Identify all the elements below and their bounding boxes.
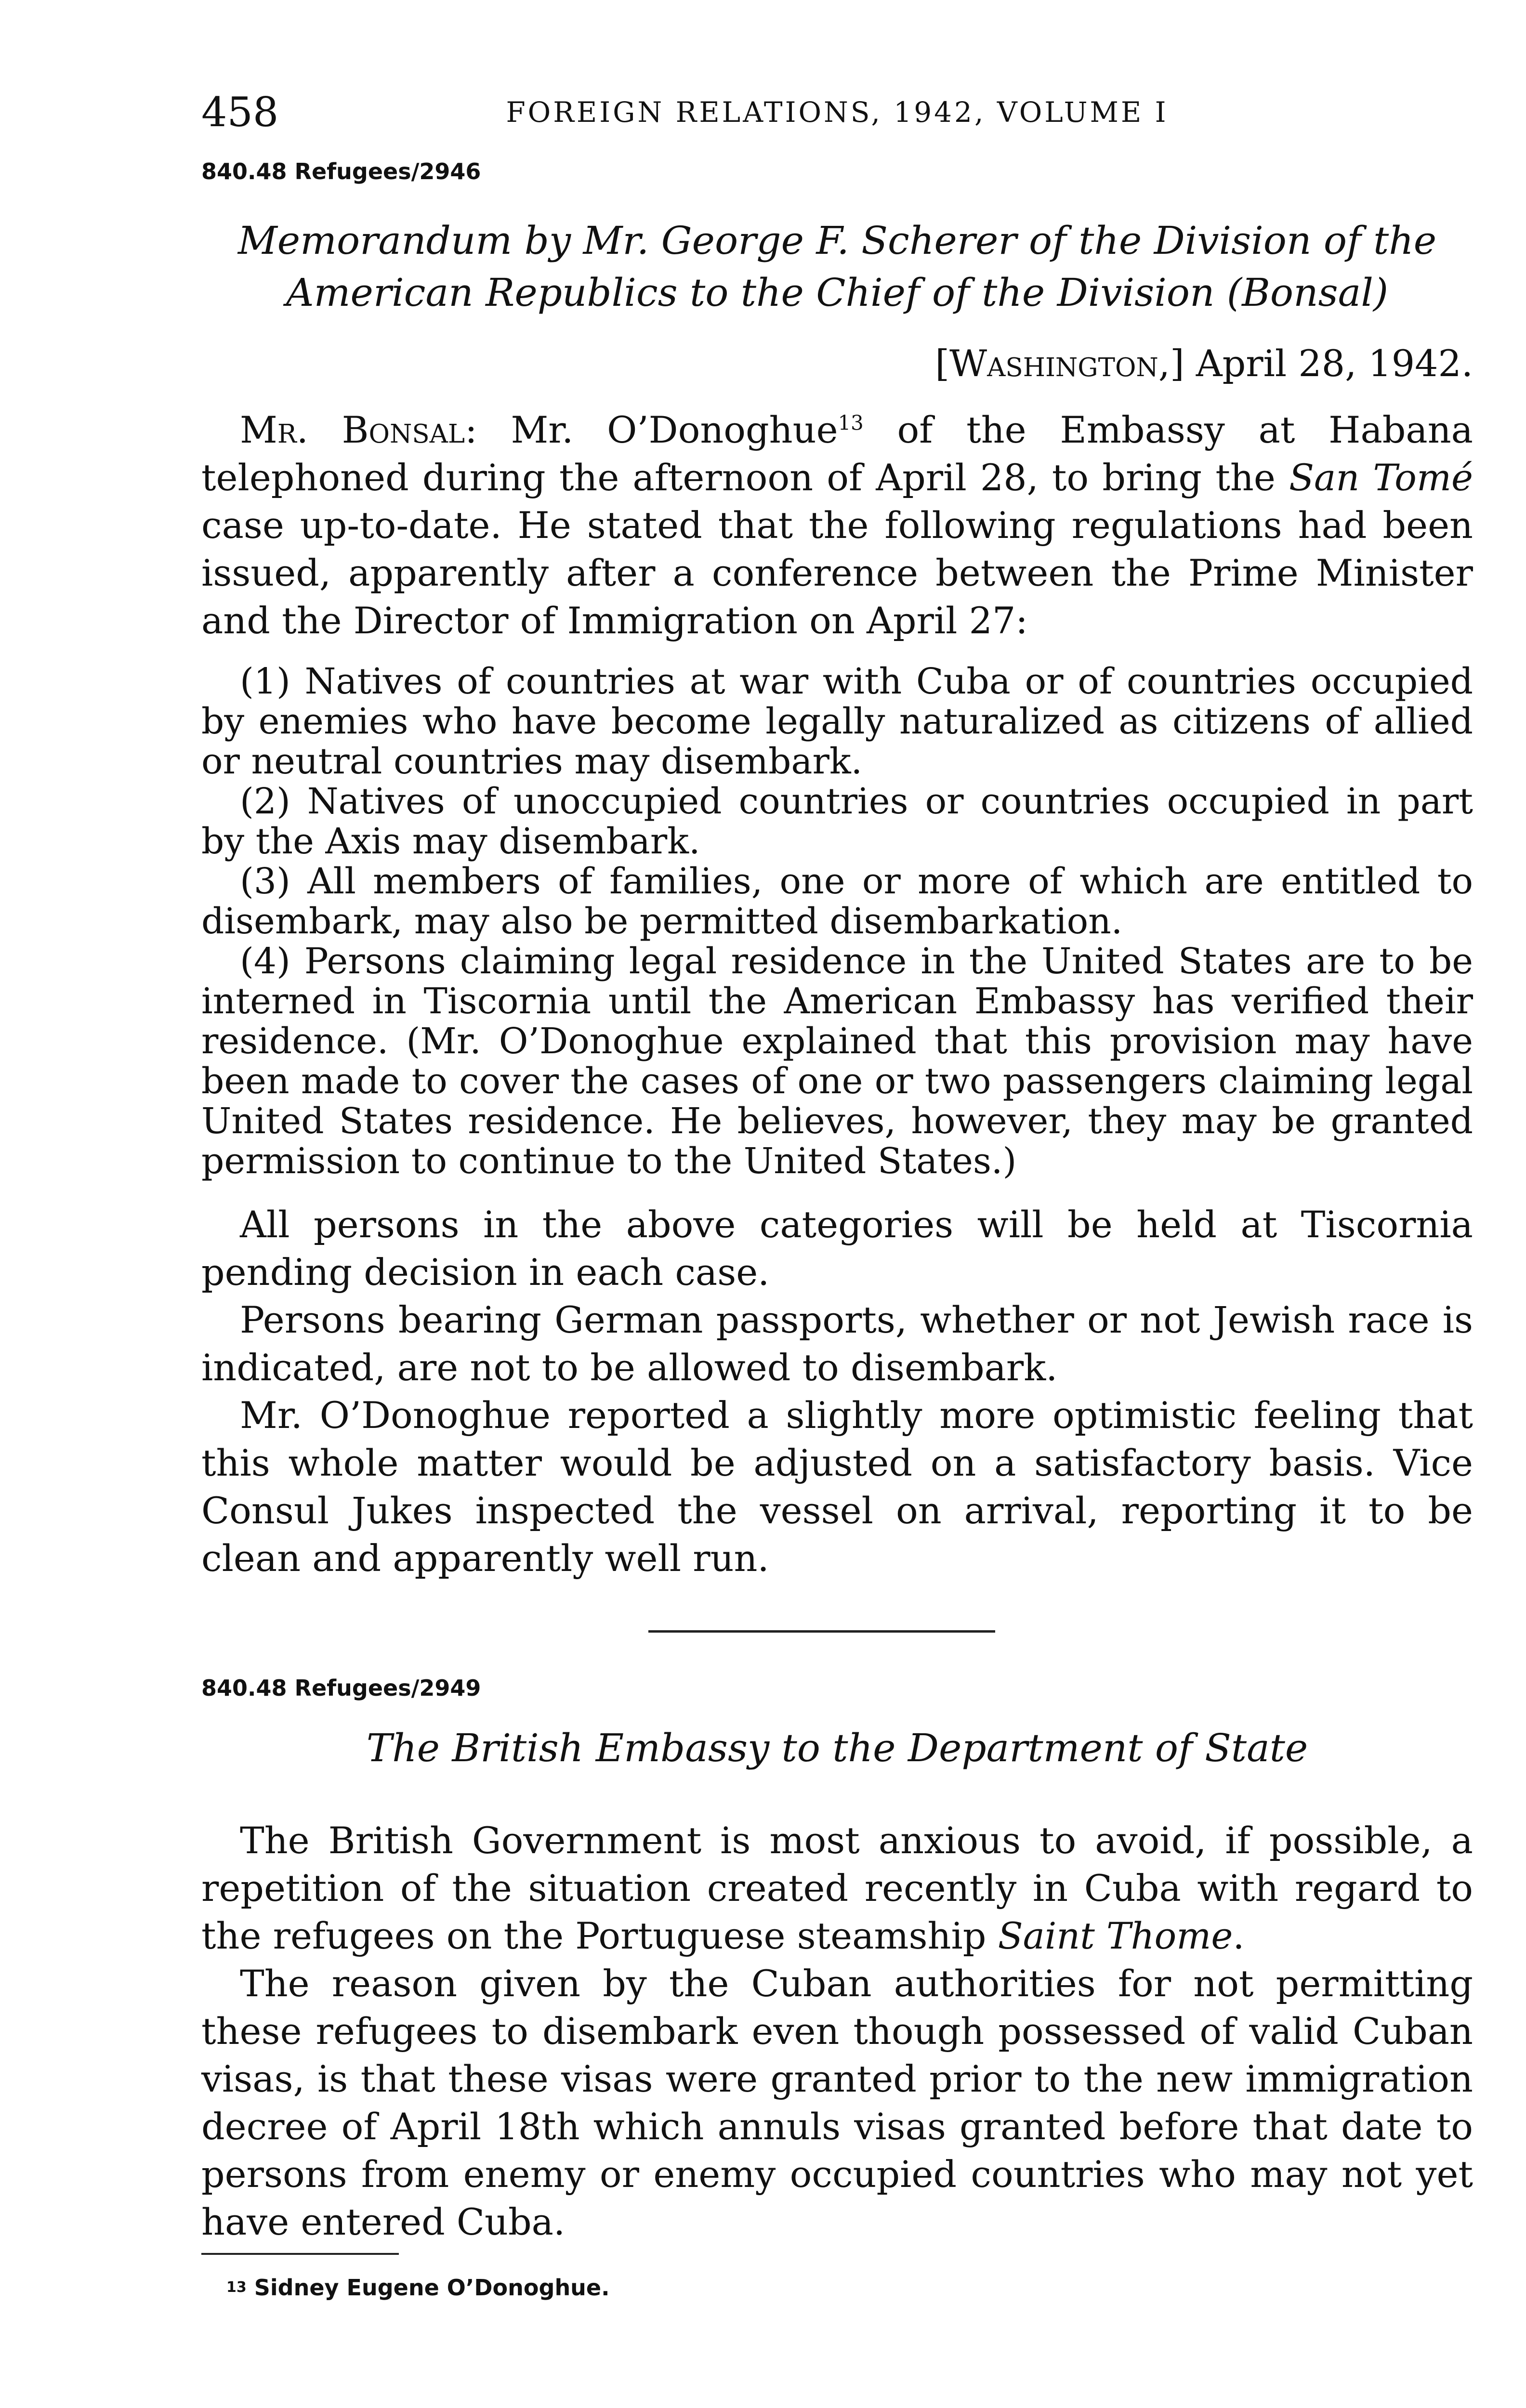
footnote-rule: [201, 2253, 399, 2255]
paragraph-text: of the Embassy at Habana telephoned during the afternoon of April 28, to bring the: [201, 408, 1473, 499]
british-embassy-text: [201, 1817, 1473, 2246]
dateline-bracket: [: [935, 342, 950, 385]
file-number: 840.48 Refugees/2946: [201, 158, 481, 184]
footnote-mark: 13: [226, 2279, 247, 2296]
paragraph: All persons in the above categories will be held at Tiscornia pending decision in each case.: [201, 1203, 1473, 1294]
ship-name: Saint Thome: [998, 1914, 1233, 1957]
footnote-text: Sidney Eugene O’Donoghue.: [246, 2275, 610, 2301]
document-title: The British Embassy to the Department of State: [366, 1726, 1308, 1770]
dateline-date: ,] April 28, 1942.: [1158, 342, 1473, 385]
document-title-line: American Republics to the Chief of the Division (Bonsal): [286, 270, 1389, 315]
page-header: [201, 86, 1473, 139]
document-title-line: Memorandum by Mr. George F. Scherer of the Division of the: [237, 218, 1437, 263]
page-number: 458: [201, 89, 279, 136]
file-number: 840.48 Refugees/2949: [201, 1675, 481, 1701]
paragraph-text: .: [1233, 1914, 1245, 1957]
memo-closing-paragraphs: [201, 1201, 1473, 1582]
paragraph: Persons bearing German passports, whether or not Jewish race is indicated, are not to be allowed to disembark.: [201, 1298, 1473, 1389]
running-head: FOREIGN RELATIONS, 1942, VOLUME I: [506, 96, 1169, 129]
memo-opening-paragraph: [201, 406, 1473, 644]
dateline-place: Washington: [949, 342, 1158, 385]
list-item: (3) All members of families, one or more of which are entitled to disembark, may also be permitted disembarkation.: [201, 861, 1473, 942]
list-item: (2) Natives of unoccupied countries or countries occupied in part by the Axis may disembark.: [201, 781, 1473, 862]
footnote: [226, 2273, 610, 2302]
ship-name: San Tomé: [1289, 456, 1473, 499]
list-item: (4) Persons claiming legal residence in the United States are to be interned in Tiscornia until the American Embassy has verified their residence. (Mr. O’Donoghue explained that this provision may have been made to cover the cases of one or two passengers claiming legal United States residence. He believes, however, they may be granted permission to continue to the United States.): [201, 941, 1473, 1182]
footnote-reference: 13: [838, 411, 864, 435]
paragraph: Mr. O’Donoghue reported a slightly more optimistic feeling that this whole matter would be adjusted on a satisfactory basis. Vice Consul Jukes inspected the vessel on arrival, reporting it to be clean and apparently well run.: [201, 1394, 1473, 1580]
section-divider: [648, 1630, 995, 1633]
dateline: [935, 340, 1473, 388]
paragraph-text: The British Government is most anxious to avoid, if possible, a repetition of the situation created recently in Cuba with regard to the refugees on the Portuguese steamship: [201, 1819, 1473, 1957]
regulations-list: [201, 662, 1473, 1181]
salutation: Mr. Bonsal: [240, 408, 465, 451]
paragraph-text: case up-to-date. He stated that the following regulations had been issued, apparently after a conference between the Prime Minister and the Director of Immigration on April 27:: [201, 504, 1473, 642]
list-item: (1) Natives of countries at war with Cuba or of countries occupied by enemies who have become legally naturalized as citizens of allied or neutral countries may disembark.: [201, 661, 1473, 782]
paragraph-text: : Mr. O’Donoghue: [465, 408, 838, 451]
document-title: [201, 215, 1473, 319]
paragraph: The reason given by the Cuban authorities for not permitting these refugees to disembark even though possessed of valid Cuban visas, is that these visas were granted prior to the new immigration decree of April 18th which annuls visas granted before that date to persons from enemy or enemy occupied countries who may not yet have entered Cuba.: [201, 1962, 1473, 2243]
